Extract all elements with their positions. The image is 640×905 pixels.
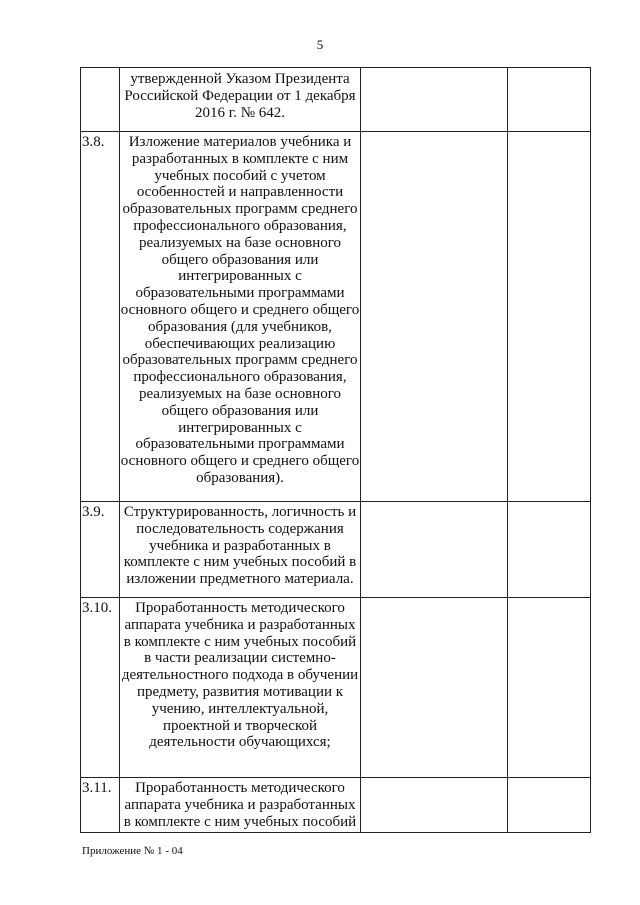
table-row: [81, 598, 591, 778]
row-number: 3.11.: [82, 780, 112, 796]
empty-cell: [361, 778, 508, 833]
empty-cell: [361, 502, 508, 598]
criterion-cell: [120, 68, 361, 132]
empty-cell: [508, 778, 591, 833]
empty-cell: [361, 598, 508, 778]
criterion-cell: [120, 502, 361, 598]
criterion-text: Проработанность методического аппарата учебника и разработанных в комплекте с ним учебных пособий в части реализации системно-деятельностного подхода в обучении предмету, развития мотивации к учению, интеллектуальной, проектной и творческой деятельности обучающихся;: [121, 600, 359, 751]
row-number-cell: [81, 502, 120, 598]
criterion-text: Изложение материалов учебника и разработанных в комплекте с ним учебных пособий с учетом особенностей и направленности образовательных программ среднего профессионального образования, реализуемых на базе основного общего образования или интегрированных с образовательными программами основного общего и среднего общего образования (для учебников, обеспечивающих реализацию образовательных программ среднего профессионального образования, реализуемых на базе основного общего образования или интегрированных с образовательными программами основного общего и среднего общего образования).: [120, 134, 360, 486]
criterion-cell: [120, 778, 361, 833]
criterion-text: Структурированность, логичность и последовательность содержания учебника и разработанных в комплекте с ним учебных пособий в изложении предметного материала.: [123, 504, 357, 588]
table-row: [81, 502, 591, 598]
row-number-cell: [81, 598, 120, 778]
row-number: 3.8.: [82, 134, 105, 150]
empty-cell: [361, 132, 508, 502]
table-row: [81, 68, 591, 132]
criterion-text: утвержденной Указом Президента Российской Федерации от 1 декабря 2016 г. № 642.: [124, 71, 356, 121]
footer-note: Приложение № 1 - 04: [82, 845, 183, 857]
page-number: 5: [316, 37, 324, 52]
row-number: [82, 68, 119, 73]
row-number: 3.10.: [82, 600, 112, 616]
empty-cell: [508, 502, 591, 598]
empty-cell: [508, 68, 591, 132]
row-number-cell: [81, 68, 120, 132]
table-row: [81, 132, 591, 502]
table-row: [81, 778, 591, 833]
empty-cell: [508, 132, 591, 502]
criterion-cell: [120, 598, 361, 778]
row-number: 3.9.: [82, 504, 105, 520]
criterion-text: Проработанность методического аппарата учебника и разработанных в комплекте с ним учебных пособий: [123, 780, 357, 830]
empty-cell: [361, 68, 508, 132]
row-number-cell: [81, 778, 120, 833]
criterion-cell: [120, 132, 361, 502]
empty-cell: [508, 598, 591, 778]
criteria-table: [80, 67, 591, 833]
row-number-cell: [81, 132, 120, 502]
